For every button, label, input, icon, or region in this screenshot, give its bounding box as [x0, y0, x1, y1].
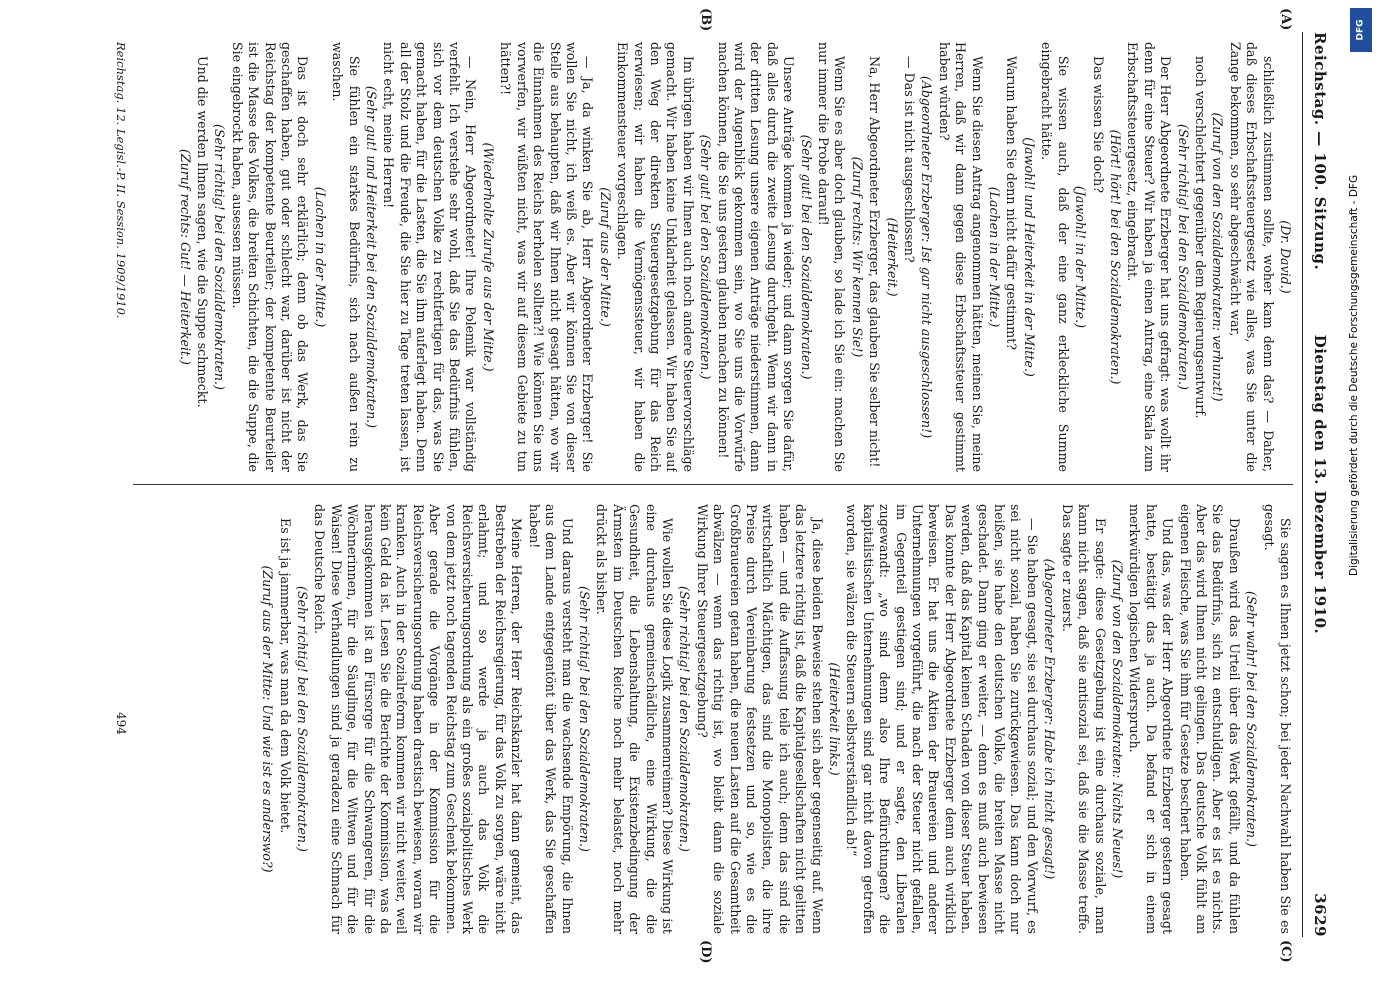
- interjection: (Sehr wahr! bei den Sozialdemokraten.): [1244, 591, 1260, 847]
- interjection: (Wiederholte Zurufe aus der Mitte.): [480, 142, 496, 372]
- left-column: [133, 42, 1293, 472]
- speech-paragraph: Sie sagen es Ihnen jetzt schon; bei jeder Nachwahl haben Sie es gesagt.: [1261, 504, 1293, 934]
- speech-paragraph: — Nein, Herr Abgeordneter! Ihre Polemik war vollständig verfehlt. Ich verstehe sehr wohl, daß Sie das Bedürfnis fühlen, sich vor dem deutschen Volke zu rechtfertigen für das, was Sie gemacht haben, für die Lasten, die Sie ihm auferlegt haben. Denn all der Stolz und die Freude, die Sie hier zu Tage treten lassen, ist nicht echt, meine Herren!: [381, 42, 479, 472]
- speech-paragraph: Er sagte: diese Gesetzgebung ist eine durchaus soziale, man kann nicht sagen, daß sie antisozial sei, daß sie die Masse treffe. Das sagte er zuerst.: [1059, 504, 1108, 934]
- interjection: (Zuruf rechts: Gut! — Heiterkeit.): [177, 149, 193, 365]
- interjection: (Zuruf von den Sozialdemokraten: Nichts Neues!): [1109, 559, 1125, 879]
- interjection: (Sehr richtig! bei den Sozialdemokraten.): [677, 586, 693, 852]
- speech-paragraph: Sie wissen auch, daß der eine ganz erkleckliche Summe eingebracht hätte.: [1039, 42, 1071, 472]
- speech-paragraph: Wie wollen Sie diese Logik zusammenreimen? Diese Wirkung ist eine durchaus gemeinschädliche, eine Wirkung, die die Gesundheit, die Lebenshaltung, die Existenzbedingung der Ärmsten im Deutschen Reiche noch mehr belastet, noch mehr drückt als bisher.: [594, 504, 675, 934]
- interjection: (Zuruf von den Sozialdemokraten: verhunzt!): [1210, 112, 1226, 402]
- interjection: (Abgeordneter Erzberger: Ist gar nicht ausgeschlossen!): [919, 75, 935, 439]
- speech-paragraph: Draußen wird das Urteil über das Werk gefällt, und da fühlen Sie das Bedürfnis, sich zu entschuldigen. Aber es ist es nichts. Aber das wird Ihnen nicht gelingen. Das deutsche Volk fühlt am eigenen Fleische, was Sie ihm für Gesetze beschert haben.: [1177, 504, 1242, 934]
- interjection: (Sehr gut! bei den Sozialdemokraten.): [798, 134, 814, 380]
- speech-paragraph: Im übrigen haben wir Ihnen auch noch andere Steuervorschläge gemacht. Wir haben keine Unklarheit gelassen. Wir haben Sie auf den Weg der direkten Steuergesetzgebung für das Reich verwiesen; wir haben die Vermögenssteuer, wir haben die Einkommensteuer vorgeschlagen.: [615, 42, 696, 472]
- interjection: (Jawohl! in der Mitte.): [1073, 185, 1089, 329]
- speech-paragraph: — Das ist nicht ausgeschlossen?: [902, 56, 918, 263]
- dfg-logo: DFG: [1350, 8, 1372, 52]
- speech-paragraph: — Sie haben gesagt, sie sei durchaus sozial; und den Vorwurf, es sei nicht sozial, haben Sie zurückgewiesen. Das kann doch nur heißen, sie habe den deutschen Volke, die breiten Masse nicht geschadet. Dann ging er weiter, — denn es muß auch bewiesen werden, daß das Kapital keinen Schaden von dieser Steuer haben. Das konnte der Herr Abgeordnete Erzberger denn auch wirklich beweisen. Er hat uns die Aktien der Brauereien und anderer Unternehmungen vorgeführt, die nach der Steuer nicht gefallen, im Gegenteil gestiegen sind; und er sagte, den Liberalen zugewandt: „wo sind denn also Ihre Befürchtungen? die kapitalistischen Unternehmungen sind gar nicht davon getroffen worden, sie wälzen die Steuern selbstverständlich ab!“: [844, 504, 1040, 934]
- speech-paragraph: Der Herr Abgeordnete Erzberger hat uns gefragt: was wollt ihr denn für eine Steuer? Wir haben ja einen Antrag, eine Skala zum Erbschaftssteuergesetz, eingebracht.: [1125, 42, 1174, 472]
- header-date: Dienstag den 13. Dezember 1910.: [1311, 334, 1329, 635]
- page-header: [1305, 32, 1333, 937]
- interjection: (Zuruf aus der Mitte.): [597, 187, 613, 327]
- header-session: Reichstag. — 100. Sitzung.: [1311, 32, 1329, 271]
- speech-paragraph: Wenn Sie diesen Antrag angenommen hätten, meinen Sie, meine Herren, daß wir dann gegen diese Erbschaftssteuer gestimmt haben würden?: [936, 42, 985, 472]
- speech-paragraph: Ja, diese beiden Beweise stehen sich aber gegenseitig auf. Wenn das letztere richtig ist, daß die Kapitalgesellschaften nicht gelitten haben — und die Auffassung teile ich auch; denn das sind die wirtschaftlich Mächtigen, das sind die Monopolisten, die ihre Preise durch Vereinbarung festsetzen und so, wie es die Großbrauereien getan haben, die neuen Lasten auf die Gesamtheit abwälzen — wenn das richtig ist, wo bleibt dann die soziale Wirkung Ihrer Steuergesetzgebung?: [694, 504, 825, 934]
- speech-paragraph: Und das, was der Herr Abgeordnete Erzberger gestern gesagt hatte, bestätigt das ja auch. Da befand er sich in einem merkwürdigen logischen Widerspruch.: [1127, 504, 1176, 934]
- speech-paragraph: Unsere Anträge kommen ja wieder; und dann sorgen Sie dafür, daß alles durch die zweite Lesung durchgeht. Wenn wir dann in der dritten Lesung unsere eigenen Anträge niederstimmen, dann wird der Augenblick gekommen sein, wo Sie uns die Vorwürfe machen können, die Sie uns gestern glauben machen zu können!: [715, 42, 797, 472]
- header-rule: [1302, 32, 1303, 937]
- footer-session-info: Reichstag. 12. Legisl.-P. II. Session. 1909/1910.: [114, 42, 128, 319]
- document-page: [93, 8, 1333, 964]
- dfg-funding-note: Digitalisierung gefördert durch die Deutsche Forschungsgemeinschaft - DFG: [1348, 174, 1360, 576]
- speech-paragraph: — Ja, da winken Sie ab, Herr Abgeordneter Erzberger! Sie wollen Sie nicht, ich weiß es. Aber wir können Sie von dieser Stelle aus behaupten, daß wir Ihnen nicht gesagt hätten, wo wir die Einnahmen des Reichs herholen sollten?! Wie können Sie uns vorwerfen, wir wüßten nicht, was wir auf diesem Gebiete zu tun hätten?!: [498, 42, 596, 472]
- speech-paragraph: Es ist ja jammerbar, was man da dem Volk bietet.: [277, 518, 293, 834]
- margin-marker-c: (C): [1278, 940, 1293, 963]
- interjection: (Lachen in der Mitte.): [312, 186, 328, 328]
- interjection: (Zuruf aus der Mitte: Und wie ist es anderswo?): [260, 565, 276, 873]
- speech-paragraph: Meine Herren, der Herr Reichskanzler hat dann gemeint, das Bestreben der Reichsregierung, für das Volk zu sorgen, wäre nicht erlahmt; und so werde ja auch das Volk die Reichsversicherungsordnung als ein großes sozialpolitisches Werk von dem jetzt noch tagenden Reichstag zum Geschenk bekommen. Aber gerade die Vorgänge in der Kommission für die Reichsversicherungsordnung haben drastisch bewiesen, woran wir kranken. Auch in der Sozialreform kommen wir nicht weiter, weil kein Geld da ist. Lesen Sie die Berichte der Kommission, was da herausgekommen ist an Fürsorge für die Schwangeren, für die Wöchnerinnen, für die Säuglinge, für die Witwen und für die Waisen! Diese Verhandlungen sind ja geradezu eine Schmach für das Deutsche Reich.: [312, 504, 525, 934]
- speaker-tag: (Dr. David.): [1278, 220, 1293, 294]
- interjection: (Sehr richtig! bei den Sozialdemokraten.): [295, 586, 311, 852]
- header-page-number: 3629: [1311, 893, 1329, 937]
- interjection: (Sehr gut! und Heiterkeit bei den Sozialdemokraten.): [364, 85, 380, 429]
- dfg-sidebar: [1348, 8, 1374, 576]
- speech-paragraph: noch verschlechtert gegenüber dem Regierungsentwurf.: [1192, 56, 1208, 419]
- interjection: (Sehr gut! bei den Sozialdemokraten.): [698, 134, 714, 380]
- interjection: (Hört! hört! bei den Sozialdemokraten.): [1107, 129, 1123, 385]
- column-divider: [133, 484, 1293, 485]
- speech-paragraph: Sie fühlen ein starkes Bedürfnis, sich nach außen rein zu waschen.: [330, 42, 362, 472]
- interjection: (Sehr richtig! bei den Sozialdemokraten.): [212, 124, 228, 390]
- interjection: (Heiterkeit links.): [827, 662, 843, 776]
- interjection: (Heiterkeit.): [884, 217, 900, 297]
- interjection: (Abgeordneter Erzberger: Habe ich nicht gesagt!): [1042, 558, 1058, 880]
- margin-marker-d: (D): [698, 940, 713, 964]
- speech-paragraph: schließlich zustimmen sollte, woher kam denn das? — Daher, daß dieses Erbschaftssteuergesetz wie alles, was Sie unter die Zange bekommen, so sehr abgeschwächt war,: [1227, 42, 1276, 472]
- footer-page-number: 494: [114, 712, 128, 735]
- margin-marker-b: (B): [698, 8, 713, 32]
- speech-paragraph: Und die werden Ihnen sagen, wie die Suppe schmeckt.: [195, 56, 210, 408]
- speech-paragraph: Das ist doch sehr erklärlich; denn ob das Werk, das Sie geschaffen haben, gut oder schlecht war, darüber ist nicht der Reichstag der kompetente Beurteiler; der kompetente Beurteiler ist die Masse des Volkes, die breiten Schichten, die die Suppe, die Sie eingebrockt haben, ausessen müssen.: [229, 42, 311, 472]
- speech-paragraph: Das wissen Sie doch?: [1090, 56, 1106, 194]
- interjection: (Zuruf rechts: Wir kennen Sie!): [849, 156, 865, 358]
- interjection: (Jawohl! und Heiterkeit in der Mitte.): [1021, 137, 1037, 377]
- right-column: [133, 504, 1293, 934]
- speech-paragraph: Warum haben Sie denn nicht dafür gestimmt?: [1004, 56, 1020, 351]
- interjection: (Lachen in der Mitte.): [987, 186, 1003, 328]
- speech-paragraph: Und daraus versteht man die wachsende Empörung, die Ihnen aus dem Lande entgegentönt über das Werk, das Sie geschaffen haben!: [526, 504, 575, 934]
- speech-paragraph: Na, Herr Abgeordneter Erzberger, das glauben Sie selber nicht!: [867, 56, 883, 468]
- speech-paragraph: Wenn Sie es aber doch glauben, so lade ich Sie ein: machen Sie nur immer die Probe darauf!: [816, 42, 848, 472]
- interjection: (Sehr richtig! bei den Sozialdemokraten.): [576, 586, 592, 852]
- margin-marker-a: (A): [1278, 8, 1293, 31]
- interjection: (Sehr richtig! bei den Sozialdemokraten.): [1175, 124, 1191, 390]
